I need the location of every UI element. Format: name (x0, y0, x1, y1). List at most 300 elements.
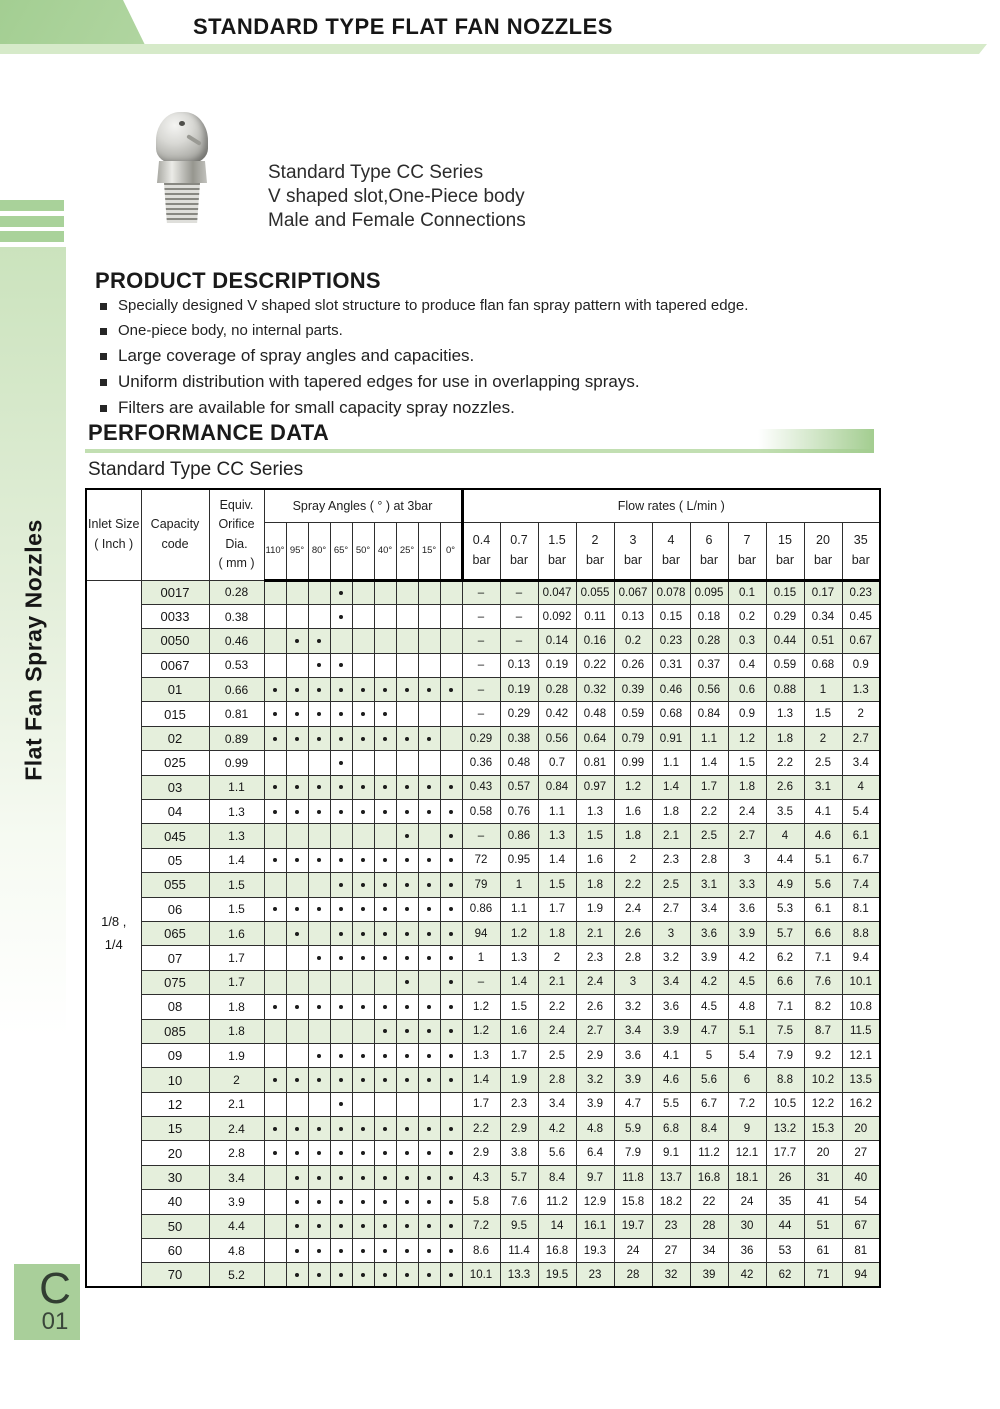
flow-value-cell: 1.4 (538, 848, 576, 872)
flow-value-cell: 2 (538, 946, 576, 970)
square-bullet-icon (100, 303, 107, 310)
flow-value-cell: 7.6 (500, 1190, 538, 1214)
angle-dot (405, 1273, 409, 1277)
angle-dot (383, 1127, 387, 1131)
flow-value-cell: 1 (804, 678, 842, 702)
spray-angle-cell (352, 1190, 374, 1214)
angle-dot (273, 737, 277, 741)
flow-value-cell: 3.3 (728, 873, 766, 897)
flow-value-cell: 1.5 (576, 824, 614, 848)
flow-value-cell: 1.4 (500, 970, 538, 994)
spray-angle-cell (264, 897, 286, 921)
orifice-dia-cell: 5.2 (209, 1263, 264, 1287)
orifice-dia-cell: 0.66 (209, 678, 264, 702)
capacity-code-cell: 40 (141, 1190, 209, 1214)
angle-dot (317, 956, 321, 960)
pressure-column-header: 3 bar (614, 522, 652, 580)
page-tab-letter: C (39, 1264, 71, 1313)
flow-value-cell: 0.29 (766, 604, 804, 628)
pressure-column-header: 0.4 bar (462, 522, 500, 580)
flow-value-cell: 10.5 (766, 1092, 804, 1116)
spray-angle-cell (374, 653, 396, 677)
angle-dot (383, 810, 387, 814)
angle-dot (295, 932, 299, 936)
capacity-code-cell: 12 (141, 1092, 209, 1116)
flow-value-cell: 42 (728, 1263, 766, 1287)
flow-value-cell: 3.9 (728, 921, 766, 945)
flow-value-cell: 5.6 (538, 1141, 576, 1165)
capacity-code-cell: 075 (141, 970, 209, 994)
pressure-column-header: 6 bar (690, 522, 728, 580)
spray-angle-cell (286, 1068, 308, 1092)
spray-angle-cell (418, 1214, 440, 1238)
flow-value-cell: 4.6 (804, 824, 842, 848)
angle-dot (383, 1224, 387, 1228)
flow-value-cell: 19.3 (576, 1239, 614, 1263)
spray-angle-cell (308, 824, 330, 848)
spray-angle-cell (418, 678, 440, 702)
orifice-dia-cell: 0.53 (209, 653, 264, 677)
spray-angle-cell (308, 1141, 330, 1165)
spray-angle-cell (264, 1263, 286, 1287)
pressure-column-header: 1.5 bar (538, 522, 576, 580)
spray-angle-cell (264, 629, 286, 653)
performance-table-wrapper (85, 488, 881, 1288)
spray-angle-cell (330, 702, 352, 726)
angle-dot (295, 858, 299, 862)
flow-value-cell: 0.9 (842, 653, 880, 677)
angle-dot (383, 1029, 387, 1033)
orifice-dia-cell: 1.4 (209, 848, 264, 872)
flow-value-cell: 1.5 (728, 751, 766, 775)
spray-angle-cell (330, 580, 352, 604)
spray-angle-cell (374, 1141, 396, 1165)
angle-dot (339, 591, 343, 595)
page-title: STANDARD TYPE FLAT FAN NOZZLES (193, 14, 613, 39)
spray-angle-cell (440, 1263, 462, 1287)
angle-dot (339, 883, 343, 887)
flow-value-cell: 0.84 (538, 775, 576, 799)
flow-value-cell: 0.31 (652, 653, 690, 677)
spray-angle-cell (440, 1141, 462, 1165)
flow-value-cell: 22 (690, 1190, 728, 1214)
flow-value-cell: 0.97 (576, 775, 614, 799)
angle-dot (339, 1078, 343, 1082)
flow-value-cell: 2.9 (500, 1117, 538, 1141)
spray-angle-cell (286, 897, 308, 921)
flow-value-cell: 13.3 (500, 1263, 538, 1287)
angle-dot (427, 1151, 431, 1155)
angle-dot (449, 907, 453, 911)
capacity-code-cell: 055 (141, 873, 209, 897)
flow-value-cell: 11.5 (842, 1019, 880, 1043)
flow-value-cell: 15.8 (614, 1190, 652, 1214)
orifice-dia-cell: 1.8 (209, 995, 264, 1019)
flow-value-cell: 4.7 (614, 1092, 652, 1116)
flow-value-cell: 5.1 (728, 1019, 766, 1043)
flow-value-cell: 16.8 (538, 1239, 576, 1263)
angle-dot (449, 858, 453, 862)
flow-value-cell: 1 (500, 873, 538, 897)
spray-angle-cell (286, 1117, 308, 1141)
flow-value-cell: 0.43 (462, 775, 500, 799)
flow-value-cell: 79 (462, 873, 500, 897)
spray-angle-cell (374, 726, 396, 750)
angle-dot (339, 1127, 343, 1131)
angle-dot (449, 1054, 453, 1058)
angle-dot (427, 1176, 431, 1180)
spray-angle-cell (396, 824, 418, 848)
angle-dot (427, 1249, 431, 1253)
angle-dot (405, 1200, 409, 1204)
angle-column-header: 25° (396, 522, 418, 580)
orifice-dia-cell: 1.5 (209, 873, 264, 897)
flow-value-cell: 14 (538, 1214, 576, 1238)
flow-value-cell: 12.1 (728, 1141, 766, 1165)
flow-value-cell: 2.4 (538, 1019, 576, 1043)
spray-angle-cell (330, 1263, 352, 1287)
spray-angle-cell (440, 653, 462, 677)
angle-dot (427, 810, 431, 814)
angle-dot (405, 834, 409, 838)
angle-dot (317, 858, 321, 862)
spray-angle-cell (440, 1117, 462, 1141)
table-row (86, 580, 880, 604)
flow-value-cell: 0.39 (614, 678, 652, 702)
spray-angle-cell (418, 1092, 440, 1116)
flow-value-cell: 9.4 (842, 946, 880, 970)
flow-value-cell: 7.5 (766, 1019, 804, 1043)
flow-value-cell: 5.4 (842, 800, 880, 824)
flow-value-cell: 0.59 (614, 702, 652, 726)
flow-value-cell: 2.6 (576, 995, 614, 1019)
spray-angle-cell (418, 1165, 440, 1189)
flow-value-cell: 10.1 (842, 970, 880, 994)
spray-angle-cell (308, 995, 330, 1019)
spray-angle-cell (418, 946, 440, 970)
spray-angle-cell (396, 702, 418, 726)
flow-value-cell: 6.7 (842, 848, 880, 872)
angle-dot (449, 1176, 453, 1180)
pressure-column-header: 2 bar (576, 522, 614, 580)
angle-dot (339, 1151, 343, 1155)
angle-dot (449, 980, 453, 984)
nozzle-product-image (152, 112, 212, 222)
spray-angle-cell (330, 1190, 352, 1214)
flow-value-cell: 4.5 (690, 995, 728, 1019)
angle-dot (317, 1200, 321, 1204)
flow-value-cell: 5.4 (728, 1043, 766, 1067)
angle-dot (317, 663, 321, 667)
spray-angles-group-header: Spray Angles ( ° ) at 3bar (264, 489, 462, 522)
flow-value-cell: 5.6 (804, 873, 842, 897)
flow-value-cell: 1.9 (500, 1068, 538, 1092)
spray-angle-cell (286, 1092, 308, 1116)
spray-angle-cell (418, 824, 440, 848)
capacity-code-cell: 05 (141, 848, 209, 872)
flow-value-cell: 2.2 (766, 751, 804, 775)
spray-angle-cell (330, 1141, 352, 1165)
flow-value-cell: 2.3 (652, 848, 690, 872)
spray-angle-cell (440, 726, 462, 750)
angle-dot (295, 688, 299, 692)
flow-value-cell: 8.8 (842, 921, 880, 945)
angle-dot (317, 737, 321, 741)
flow-value-cell: 3 (614, 970, 652, 994)
flow-value-cell: 1.1 (538, 800, 576, 824)
spray-angle-cell (396, 775, 418, 799)
table-row (86, 1165, 880, 1189)
flow-value-cell: 8.1 (842, 897, 880, 921)
spray-angle-cell (352, 824, 374, 848)
flow-value-cell: 2.2 (690, 800, 728, 824)
flow-value-cell: 2.2 (614, 873, 652, 897)
capacity-code-cell: 085 (141, 1019, 209, 1043)
angle-dot (449, 1224, 453, 1228)
flow-value-cell: 0.055 (576, 580, 614, 604)
angle-dot (383, 688, 387, 692)
square-bullet-icon (100, 405, 107, 412)
orifice-dia-cell: 1.7 (209, 946, 264, 970)
orifice-dia-cell: 2.8 (209, 1141, 264, 1165)
flow-value-cell: 28 (614, 1263, 652, 1287)
spray-angle-cell (264, 848, 286, 872)
flow-value-cell: 0.57 (500, 775, 538, 799)
spray-angle-cell (264, 800, 286, 824)
spray-angle-cell (396, 1092, 418, 1116)
flow-value-cell: 1.2 (614, 775, 652, 799)
flow-value-cell: 3.2 (576, 1068, 614, 1092)
spray-angle-cell (308, 921, 330, 945)
flow-value-cell: 1.2 (500, 921, 538, 945)
spray-angle-cell (396, 897, 418, 921)
nozzle-hex-body (157, 161, 207, 183)
flow-value-cell: 1.7 (500, 1043, 538, 1067)
angle-dot (427, 1029, 431, 1033)
flow-value-cell: 0.9 (728, 702, 766, 726)
table-subtitle: Standard Type CC Series (88, 459, 304, 480)
spray-angle-cell (396, 604, 418, 628)
flow-value-cell: 15.3 (804, 1117, 842, 1141)
inlet-size-header: Inlet Size ( Inch ) (86, 489, 141, 580)
spray-angle-cell (352, 1165, 374, 1189)
spray-angle-cell (440, 1019, 462, 1043)
flow-value-cell: 9.5 (500, 1214, 538, 1238)
spray-angle-cell (352, 629, 374, 653)
spray-angle-cell (286, 580, 308, 604)
angle-dot (383, 712, 387, 716)
flow-value-cell: 23 (652, 1214, 690, 1238)
angle-dot (427, 1127, 431, 1131)
list-item (100, 322, 748, 339)
flow-value-cell: 62 (766, 1263, 804, 1287)
spray-angle-cell (440, 800, 462, 824)
angle-dot (361, 1054, 365, 1058)
spray-angle-cell (308, 604, 330, 628)
angle-dot (295, 1249, 299, 1253)
angle-dot (339, 810, 343, 814)
product-descriptions-heading: PRODUCT DESCRIPTIONS (95, 268, 381, 293)
nozzle-thread (164, 183, 200, 223)
angle-dot (361, 1200, 365, 1204)
flow-value-cell: 32 (652, 1263, 690, 1287)
spray-angle-cell (352, 848, 374, 872)
spray-angle-cell (286, 946, 308, 970)
flow-value-cell: 3.4 (690, 897, 728, 921)
capacity-code-cell: 045 (141, 824, 209, 848)
angle-dot (295, 712, 299, 716)
spray-angle-cell (396, 1165, 418, 1189)
flow-value-cell: 8.7 (804, 1019, 842, 1043)
angle-dot (361, 1273, 365, 1277)
product-descriptions-list (100, 297, 748, 425)
flow-value-cell: 1.3 (462, 1043, 500, 1067)
spray-angle-cell (396, 1043, 418, 1067)
orifice-dia-cell: 1.1 (209, 775, 264, 799)
spray-angle-cell (264, 946, 286, 970)
spray-angle-cell (374, 995, 396, 1019)
spray-angle-cell (264, 1214, 286, 1238)
angle-dot (339, 1176, 343, 1180)
flow-value-cell: 1.7 (538, 897, 576, 921)
flow-value-cell: 3.5 (766, 800, 804, 824)
spray-angle-cell (286, 678, 308, 702)
flow-value-cell: – (500, 580, 538, 604)
bullet-text: Specially designed V shaped slot structure to produce flan fan spray pattern with tapered edge. (118, 297, 749, 314)
angle-dot (405, 1054, 409, 1058)
spray-angle-cell (396, 1263, 418, 1287)
spray-angle-cell (374, 921, 396, 945)
angle-dot (427, 883, 431, 887)
angle-dot (427, 956, 431, 960)
flow-value-cell: 2.6 (614, 921, 652, 945)
orifice-dia-cell: 0.46 (209, 629, 264, 653)
flow-value-cell: 9.1 (652, 1141, 690, 1165)
flow-value-cell: 54 (842, 1190, 880, 1214)
angle-dot (273, 1151, 277, 1155)
flow-value-cell: 2.8 (690, 848, 728, 872)
flow-value-cell: 0.32 (576, 678, 614, 702)
capacity-code-cell: 01 (141, 678, 209, 702)
angle-dot (405, 1005, 409, 1009)
flow-value-cell: 0.48 (576, 702, 614, 726)
flow-value-cell: 1.1 (690, 726, 728, 750)
spray-angle-cell (374, 1068, 396, 1092)
flow-value-cell: 6.1 (842, 824, 880, 848)
flow-value-cell: 12.2 (804, 1092, 842, 1116)
flow-value-cell: 3.6 (690, 921, 728, 945)
flow-value-cell: 16.1 (576, 1214, 614, 1238)
angle-column-header: 95° (286, 522, 308, 580)
flow-value-cell: 0.76 (500, 800, 538, 824)
angle-dot (449, 1249, 453, 1253)
flow-value-cell: 0.15 (766, 580, 804, 604)
flow-value-cell: 2.5 (690, 824, 728, 848)
flow-value-cell: 11.2 (538, 1190, 576, 1214)
flow-value-cell: 8.2 (804, 995, 842, 1019)
angle-dot (427, 688, 431, 692)
flow-value-cell: 6 (728, 1068, 766, 1092)
spray-angle-cell (308, 751, 330, 775)
flow-value-cell: 0.2 (728, 604, 766, 628)
performance-table (85, 488, 881, 1288)
spray-angle-cell (286, 1239, 308, 1263)
flow-value-cell: 3.4 (842, 751, 880, 775)
flow-value-cell: 2.9 (462, 1141, 500, 1165)
angle-dot (383, 737, 387, 741)
spray-angle-cell (418, 800, 440, 824)
spray-angle-cell (330, 1214, 352, 1238)
pressure-column-header: 20 bar (804, 522, 842, 580)
flow-value-cell: 1.2 (728, 726, 766, 750)
nozzle-slot (186, 134, 202, 146)
flow-value-cell: 0.59 (766, 653, 804, 677)
spray-angle-cell (418, 702, 440, 726)
spray-angle-cell (330, 897, 352, 921)
spray-angle-cell (264, 1043, 286, 1067)
flow-value-cell: 1.5 (538, 873, 576, 897)
flow-value-cell: 1.6 (614, 800, 652, 824)
angle-dot (273, 712, 277, 716)
spray-angle-cell (286, 751, 308, 775)
flow-value-cell: 17.7 (766, 1141, 804, 1165)
flow-value-cell: 0.23 (842, 580, 880, 604)
flow-value-cell: 0.64 (576, 726, 614, 750)
capacity-code-cell: 15 (141, 1117, 209, 1141)
angle-dot (449, 932, 453, 936)
spray-angle-cell (308, 873, 330, 897)
performance-accent-wedge (758, 429, 874, 453)
flow-value-cell: 0.22 (576, 653, 614, 677)
spray-angle-cell (396, 848, 418, 872)
spray-angle-cell (396, 800, 418, 824)
flow-value-cell: 1.6 (500, 1019, 538, 1043)
flow-value-cell: 4.4 (766, 848, 804, 872)
angle-dot (317, 1054, 321, 1058)
angle-dot (339, 858, 343, 862)
angle-dot (383, 907, 387, 911)
spray-angle-cell (330, 800, 352, 824)
capacity-code-cell: 015 (141, 702, 209, 726)
spray-angle-cell (308, 678, 330, 702)
pressure-column-header: 15 bar (766, 522, 804, 580)
flow-value-cell: 34 (690, 1239, 728, 1263)
spray-angle-cell (374, 873, 396, 897)
angle-dot (449, 688, 453, 692)
spray-angle-cell (440, 1239, 462, 1263)
spray-angle-cell (264, 1190, 286, 1214)
spray-angle-cell (418, 629, 440, 653)
spray-angle-cell (286, 1141, 308, 1165)
spray-angle-cell (374, 775, 396, 799)
table-row (86, 726, 880, 750)
spray-angle-cell (396, 1239, 418, 1263)
spray-angle-cell (286, 800, 308, 824)
spray-angle-cell (440, 629, 462, 653)
angle-column-header: 110° (264, 522, 286, 580)
flow-value-cell: – (462, 604, 500, 628)
flow-value-cell: 3.6 (728, 897, 766, 921)
angle-column-header: 40° (374, 522, 396, 580)
spray-angle-cell (286, 629, 308, 653)
spray-angle-cell (374, 1043, 396, 1067)
table-row (86, 1068, 880, 1092)
spray-angle-cell (440, 824, 462, 848)
flow-value-cell: – (500, 604, 538, 628)
angle-dot (295, 1224, 299, 1228)
flow-value-cell: 4.2 (690, 970, 728, 994)
angle-dot (361, 688, 365, 692)
